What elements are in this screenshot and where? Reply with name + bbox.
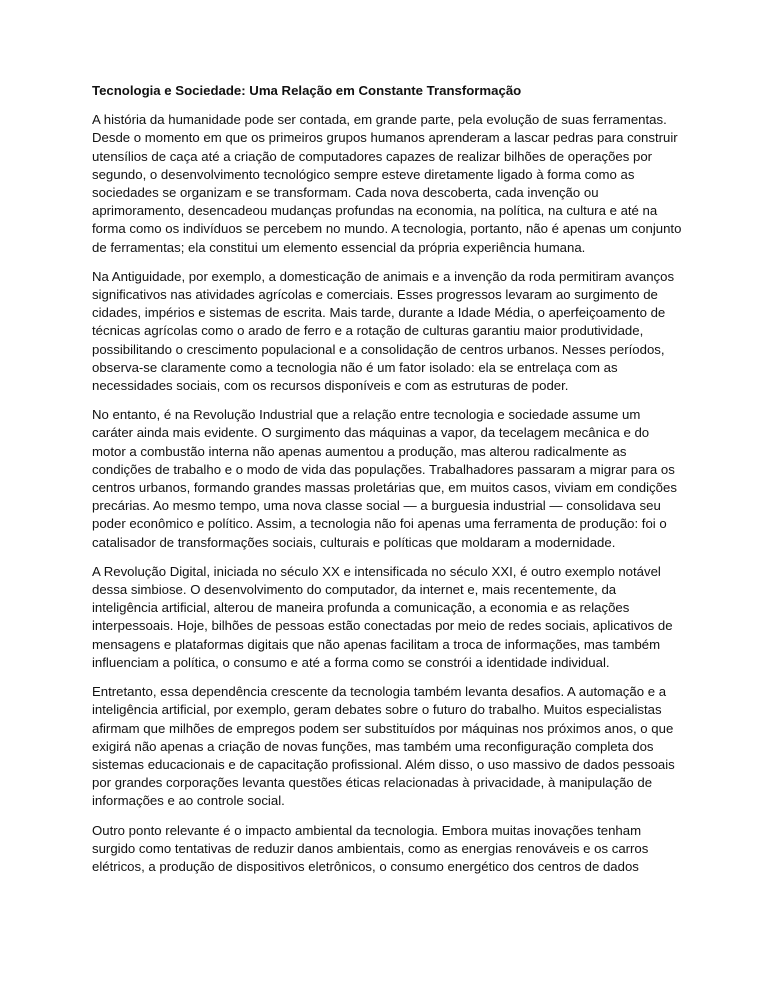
paragraph-1: A história da humanidade pode ser contada, em grande parte, pela evolução de suas ferramentas. Desde o momento em que os primeiros grupos humanos aprenderam a lascar pedras para construir utensílios de caça até a criação de computadores capazes de realizar bilhões de operações por segundo, o desenvolvimento tecnológico sempre esteve diretamente ligado à forma como as sociedades se organizam e se transformam. Cada nova descoberta, cada invenção ou aprimoramento, desencadeou mudanças profundas na economia, na política, na cultura e até na forma como os indivíduos se percebem no mundo. A tecnologia, portanto, não é apenas um conjunto de ferramentas; ela constitui um elemento essencial da própria experiência humana. — [92, 112, 682, 255]
paragraph-6: Outro ponto relevante é o impacto ambiental da tecnologia. Embora muitas inovações tenham surgido como tentativas de reduzir danos ambientais, como as energias renováveis e os carros elétricos, a produção de dispositivos eletrônicos, o consumo energético dos centros de dados — [92, 822, 649, 874]
paragraph-5: Entretanto, essa dependência crescente da tecnologia também levanta desafios. A automação e a inteligência artificial, por exemplo, geram debates sobre o futuro do trabalho. Muitos especialistas afirmam que milhões de empregos podem ser substituídos por máquinas nos próximos anos, o que exigirá não apenas a criação de novas funções, mas também uma reconfiguração completa dos sistemas educacionais e de capacitação profissional. Além disso, o uso massivo de dados pessoais por grandes corporações levanta questões éticas relacionadas à privacidade, à manipulação de informações e ao controle social. — [92, 684, 675, 809]
document-page — [92, 82, 682, 887]
paragraph-4: A Revolução Digital, iniciada no século XX e intensificada no século XXI, é outro exemplo notável dessa simbiose. O desenvolvimento do computador, da internet e, mais recentemente, da inteligência artificial, alterou de maneira profunda a comunicação, a economia e as relações interpessoais. Hoje, bilhões de pessoas estão conectadas por meio de redes sociais, aplicativos de mensagens e plataformas digitais que não apenas facilitam a troca de informações, mas também influenciam a política, o consumo e até a forma como se constrói a identidade individual. — [92, 563, 673, 670]
paragraph-3: No entanto, é na Revolução Industrial que a relação entre tecnologia e sociedade assume um caráter ainda mais evidente. O surgimento das máquinas a vapor, da tecelagem mecânica e do motor a combustão interna não apenas aumentou a produção, mas alterou radicalmente as condições de trabalho e o modo de vida das populações. Trabalhadores passaram a migrar para os centros urbanos, formando grandes massas proletárias que, em muitos casos, viviam em condições precárias. Ao mesmo tempo, uma nova classe social — a burguesia industrial — consolidava seu poder econômico e político. Assim, a tecnologia não foi apenas uma ferramenta de produção: foi o catalisador de transformações sociais, culturais e políticas que moldaram a modernidade. — [92, 407, 677, 550]
paragraph-2: Na Antiguidade, por exemplo, a domesticação de animais e a invenção da roda permitiram avanços significativos nas atividades agrícolas e comerciais. Esses progressos levaram ao surgimento de cidades, impérios e sistemas de escrita. Mais tarde, durante a Idade Média, o aperfeiçoamento de técnicas agrícolas como o arado de ferro e a rotação de culturas garantiu maior produtividade, possibilitando o crescimento populacional e a consolidação de centros urbanos. Nesses períodos, observa-se claramente como a tecnologia não é um fator isolado: ela se entrelaça com as necessidades sociais, com os recursos disponíveis e com as estruturas de poder. — [92, 268, 675, 394]
document-title: Tecnologia e Sociedade: Uma Relação em Constante Transformação — [92, 83, 522, 98]
